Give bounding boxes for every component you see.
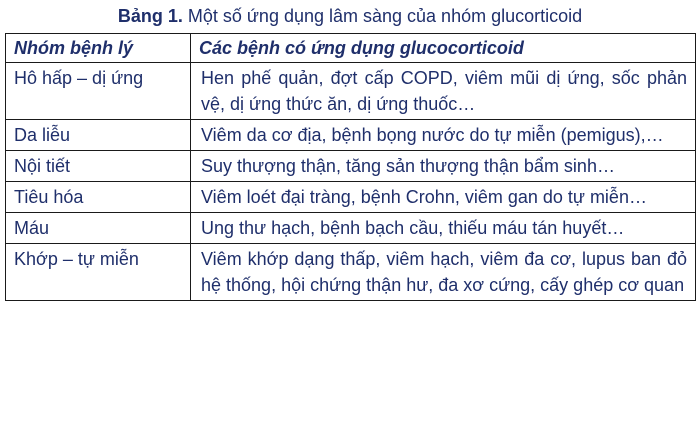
row-group-blood: Máu (6, 213, 191, 244)
caption-label: Bảng 1. (117, 6, 183, 26)
table-row (6, 182, 696, 213)
row-diseases-respiratory-allergy: Hen phế quản, đợt cấp COPD, viêm mũi dị ứng, sốc phản vệ, dị ứng thức ăn, dị ứng thuốc… (191, 63, 696, 120)
table-row (6, 213, 696, 244)
row-diseases-endocrine: Suy thượng thận, tăng sản thượng thận bẩm sinh… (191, 151, 696, 182)
table-row (6, 244, 696, 301)
row-diseases-blood: Ung thư hạch, bệnh bạch cầu, thiếu máu tán huyết… (191, 213, 696, 244)
row-group-joint-autoimmune: Khớp – tự miễn (6, 244, 191, 301)
table-row (6, 63, 696, 120)
header-disease-group: Nhóm bệnh lý (6, 34, 191, 63)
row-diseases-digestive: Viêm loét đại tràng, bệnh Crohn, viêm gan do tự miễn… (191, 182, 696, 213)
table-row (6, 120, 696, 151)
table-row (6, 151, 696, 182)
table-header-row (6, 34, 696, 63)
row-group-digestive: Tiêu hóa (6, 182, 191, 213)
row-group-respiratory-allergy: Hô hấp – dị ứng (6, 63, 191, 120)
clinical-applications-table (5, 33, 696, 301)
caption-text: Một số ứng dụng lâm sàng của nhóm glucorticoid (182, 6, 583, 26)
row-diseases-dermatology: Viêm da cơ địa, bệnh bọng nước do tự miễn (pemigus),… (191, 120, 696, 151)
row-group-endocrine: Nội tiết (6, 151, 191, 182)
header-diseases: Các bệnh có ứng dụng glucocorticoid (191, 34, 696, 63)
row-group-dermatology: Da liễu (6, 120, 191, 151)
table-caption (0, 5, 700, 27)
row-diseases-joint-autoimmune: Viêm khớp dạng thấp, viêm hạch, viêm đa cơ, lupus ban đỏ hệ thống, hội chứng thận hư, đa xơ cứng, cấy ghép cơ quan (191, 244, 696, 301)
